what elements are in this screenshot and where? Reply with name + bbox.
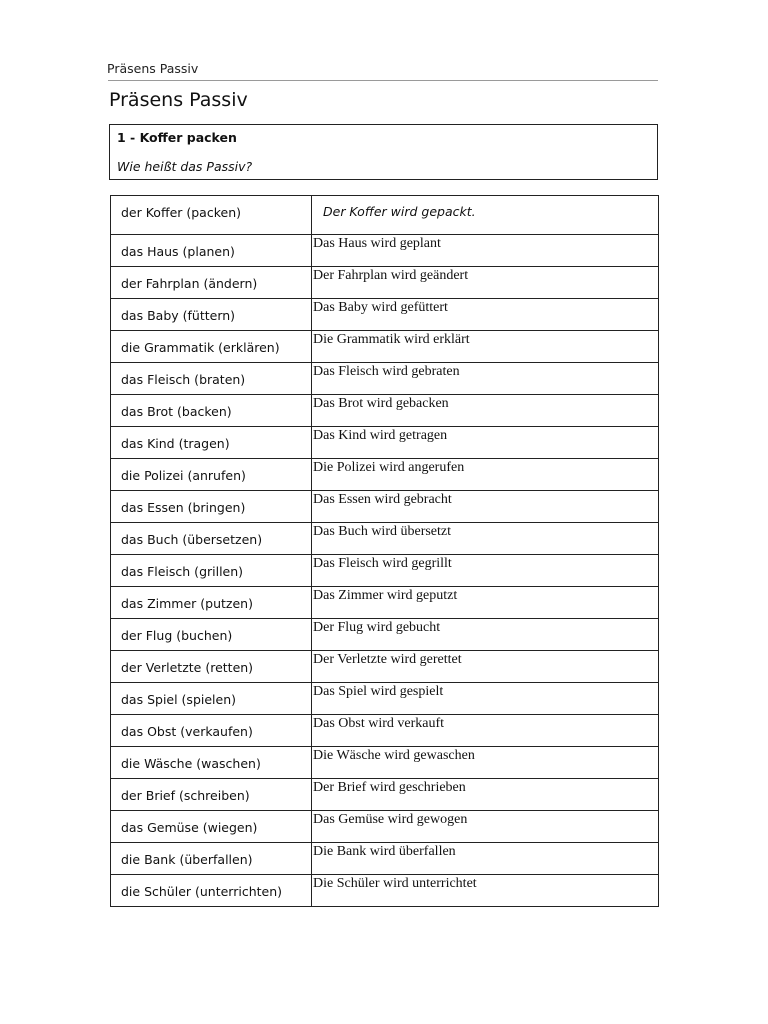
cue-cell: die Polizei (anrufen) <box>111 459 312 491</box>
table-row <box>111 587 659 619</box>
table-row <box>111 267 659 299</box>
table-row <box>111 395 659 427</box>
table-row <box>111 235 659 267</box>
answer-cell[interactable]: Das Brot wird gebacken <box>312 395 659 427</box>
cue-cell: das Zimmer (putzen) <box>111 587 312 619</box>
table-row <box>111 715 659 747</box>
table-row <box>111 427 659 459</box>
exercise-instruction: Wie heißt das Passiv? <box>117 159 253 174</box>
cue-cell: der Verletzte (retten) <box>111 651 312 683</box>
cue-cell: die Bank (überfallen) <box>111 843 312 875</box>
answer-cell[interactable]: Das Baby wird gefüttert <box>312 299 659 331</box>
cue-cell: der Flug (buchen) <box>111 619 312 651</box>
table-row <box>111 651 659 683</box>
table-row <box>111 299 659 331</box>
cue-cell: das Baby (füttern) <box>111 299 312 331</box>
answer-cell[interactable]: Der Verletzte wird gerettet <box>312 651 659 683</box>
answer-cell[interactable]: Die Polizei wird angerufen <box>312 459 659 491</box>
cue-cell: das Fleisch (braten) <box>111 363 312 395</box>
cue-cell: das Fleisch (grillen) <box>111 555 312 587</box>
cue-cell: der Koffer (packen) <box>111 196 312 235</box>
cue-cell: das Haus (planen) <box>111 235 312 267</box>
cue-cell: der Fahrplan (ändern) <box>111 267 312 299</box>
cue-cell: die Wäsche (waschen) <box>111 747 312 779</box>
table-row <box>111 779 659 811</box>
cue-cell: das Kind (tragen) <box>111 427 312 459</box>
answer-cell[interactable]: Die Grammatik wird erklärt <box>312 331 659 363</box>
answer-cell[interactable]: Das Essen wird gebracht <box>312 491 659 523</box>
answer-cell[interactable]: Das Fleisch wird gegrillt <box>312 555 659 587</box>
exercise-table <box>110 195 659 907</box>
table-row <box>111 196 659 235</box>
table-row <box>111 683 659 715</box>
cue-cell: das Essen (bringen) <box>111 491 312 523</box>
table-row <box>111 459 659 491</box>
answer-cell[interactable]: Die Schüler wird unterrichtet <box>312 875 659 907</box>
answer-cell[interactable]: Das Gemüse wird gewogen <box>312 811 659 843</box>
page-title: Präsens Passiv <box>109 89 248 111</box>
cue-cell: das Obst (verkaufen) <box>111 715 312 747</box>
table-row <box>111 747 659 779</box>
answer-cell[interactable]: Das Haus wird geplant <box>312 235 659 267</box>
cue-cell: das Brot (backen) <box>111 395 312 427</box>
running-header: Präsens Passiv <box>107 61 199 76</box>
answer-cell[interactable]: Das Kind wird getragen <box>312 427 659 459</box>
answer-cell[interactable]: Das Zimmer wird geputzt <box>312 587 659 619</box>
answer-cell[interactable]: Das Buch wird übersetzt <box>312 523 659 555</box>
cue-cell: der Brief (schreiben) <box>111 779 312 811</box>
table-row <box>111 875 659 907</box>
header-divider <box>108 80 658 81</box>
table-row <box>111 363 659 395</box>
answer-cell[interactable]: Die Wäsche wird gewaschen <box>312 747 659 779</box>
answer-cell[interactable]: Das Spiel wird gespielt <box>312 683 659 715</box>
table-row <box>111 811 659 843</box>
cue-cell: das Gemüse (wiegen) <box>111 811 312 843</box>
table-row <box>111 619 659 651</box>
table-row <box>111 523 659 555</box>
answer-cell[interactable]: Der Koffer wird gepackt. <box>312 196 659 235</box>
answer-cell[interactable]: Der Fahrplan wird geändert <box>312 267 659 299</box>
cue-cell: die Schüler (unterrichten) <box>111 875 312 907</box>
answer-cell[interactable]: Das Obst wird verkauft <box>312 715 659 747</box>
answer-cell[interactable]: Der Flug wird gebucht <box>312 619 659 651</box>
answer-cell[interactable]: Der Brief wird geschrieben <box>312 779 659 811</box>
cue-cell: das Buch (übersetzen) <box>111 523 312 555</box>
table-row <box>111 843 659 875</box>
exercise-box <box>109 124 658 180</box>
table-row <box>111 491 659 523</box>
cue-cell: das Spiel (spielen) <box>111 683 312 715</box>
table-row <box>111 555 659 587</box>
cue-cell: die Grammatik (erklären) <box>111 331 312 363</box>
table-row <box>111 331 659 363</box>
answer-cell[interactable]: Die Bank wird überfallen <box>312 843 659 875</box>
exercise-title: 1 - Koffer packen <box>117 130 237 145</box>
answer-cell[interactable]: Das Fleisch wird gebraten <box>312 363 659 395</box>
